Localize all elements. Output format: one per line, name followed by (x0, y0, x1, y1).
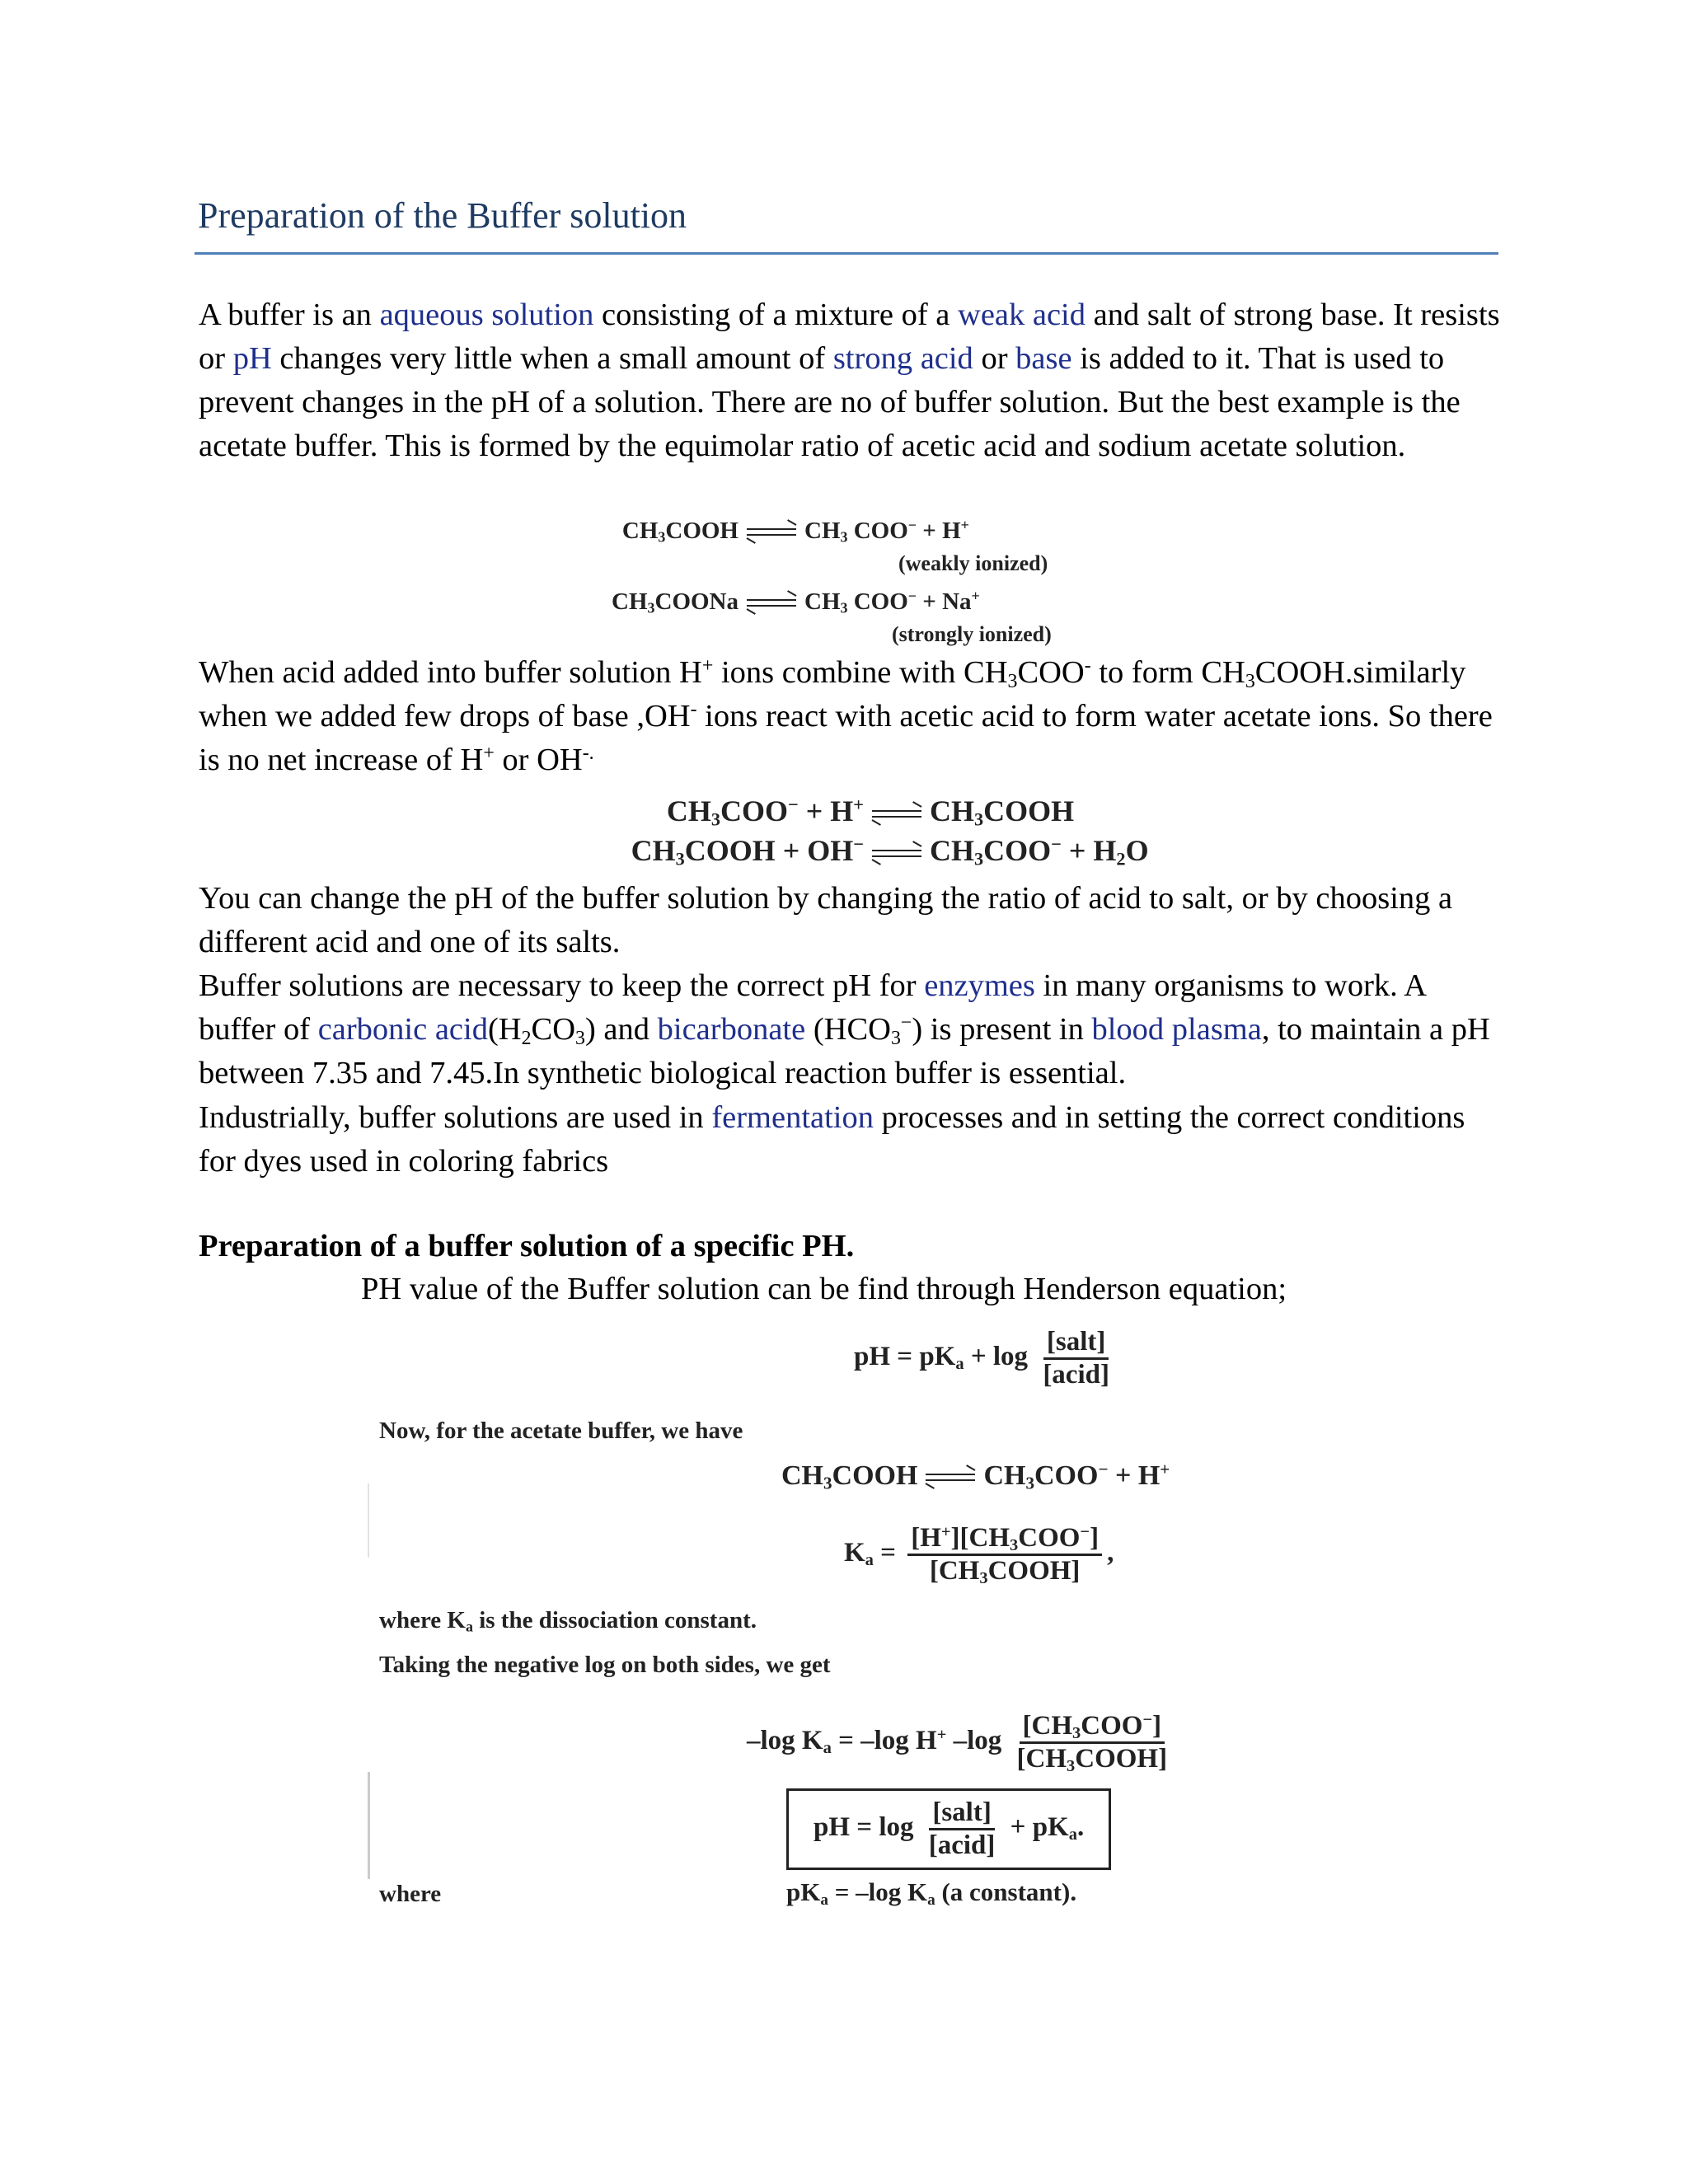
page-title: Preparation of the Buffer solution (198, 195, 687, 236)
title-underline (195, 252, 1498, 255)
text: is added to it. That is used to prevent changes in the pH of a solution. There are no of buffer solution. But the best example is the acetate buffer. This is formed by the equimolar ratio of acetic acid and sodium acetate solution. (199, 341, 1461, 463)
link-strong-acid[interactable]: strong acid (832, 341, 973, 376)
equation-acetic-acid-ionization: $CH_3COOH$ $CH_3$ COO− + H+ (weakly ionized) (608, 514, 1048, 580)
equilibrium-arrow-icon (747, 527, 796, 538)
link-ph[interactable]: pH (232, 341, 272, 376)
text: or (973, 341, 1016, 376)
equation-sodium-acetate-ionization: $CH_3COONa$ $CH_3$ COO− + Na+ (strongly ionized) (608, 585, 1052, 651)
text: changes very little when a small amount of (271, 341, 833, 376)
equation-negative-log: –log $K_a = -\log$ H+ –log $\frac{[CH_3COO^-]}{[CH_3COOH]}$ (747, 1710, 1168, 1776)
paragraph-buffer-definition (199, 293, 1509, 468)
taking-log-text: Taking the negative log on both sides, we get (379, 1652, 831, 1678)
paragraph-acid-base-addition: When acid added into buffer solution H+ ions combine with $CH_3COO^-$ to form $CH_3COOH.similarly$ when we added few drops of base ,OH- ions react with acetic acid to form water acetate ions. So there is no net increase of H+ or OH-. (199, 654, 1493, 777)
link-aqueous-solution[interactable]: aqueous solution (379, 298, 594, 332)
note-weakly-ionized: (weakly ionized) (898, 551, 1048, 575)
link-weak-acid[interactable]: weak acid (958, 298, 1085, 332)
paragraph-biological-buffers: Buffer solutions are necessary to keep the correct pH for enzymes in many organisms to work. A buffer of carbonic $acid(H_2CO_3)$ and bicarbonate $(HCO_3^-)$ is present in blood plasma, to maintain a pH between 7.35 and 7.45.In synthetic biological reaction buffer is essential. (199, 968, 1490, 1090)
henderson-intro: PH value of the Buffer solution can be find through Henderson equation; (361, 1272, 1287, 1306)
link-base[interactable]: base (1015, 341, 1072, 376)
link-carbonic-acid[interactable]: carbonic acid (317, 1012, 488, 1047)
text: A buffer is an (199, 298, 380, 332)
equation-buffer-neutralization: $CH_3COO^- + H^+$ $CH_3COOH$ $CH_3COOH + OH^-$ $CH_3COO^- + H_2O$ (631, 794, 1149, 869)
where-ka-text: where $K_a$ is the dissociation constant. (379, 1607, 757, 1635)
equilibrium-arrow-icon (872, 848, 921, 860)
equation-pka: $pK_a = -\log$ $K_a$ (a constant). (786, 1877, 1077, 1909)
equation-boxed-henderson: pH = log $\frac{\text{[salt]}}{\text{[acid]}}$ + $pK_a$. (786, 1788, 1111, 1870)
paragraph-change-ph: You can change the pH of the buffer solution by changing the ratio of acid to salt, or by choosing a different acid and one of its salts. (199, 881, 1453, 959)
link-blood-plasma[interactable]: blood plasma (1091, 1012, 1262, 1047)
scan-edge-line (368, 1483, 369, 1558)
equation-acetate: $CH_3COOH$ $CH_3COO^- + H^+$ (781, 1459, 1170, 1493)
where-label: where (379, 1881, 442, 1907)
scan-edge-line (368, 1772, 370, 1879)
equilibrium-arrow-icon (747, 598, 796, 609)
section-heading: Preparation of a buffer solution of a specific PH. (199, 1229, 855, 1263)
now-text: Now, for the acetate buffer, we have (379, 1418, 743, 1444)
equation-henderson: pH = $pK_a + \log$ $\frac{\text{[salt]}}{\text{[acid]}}$ (854, 1327, 1109, 1390)
equation-ka: $K_a$ = $\frac{[H^+][CH_3COO^-]}{[CH_3COOH]}$ , (844, 1522, 1114, 1588)
text: consisting of a mixture of a (593, 298, 959, 332)
equilibrium-arrow-icon (926, 1472, 975, 1483)
note-strongly-ionized: (strongly ionized) (892, 622, 1052, 646)
link-bicarbonate[interactable]: bicarbonate (657, 1012, 806, 1047)
link-fermentation[interactable]: fermentation (711, 1100, 874, 1135)
paragraph-industrial-use: Industrially, buffer solutions are used in fermentation processes and in setting the correct conditions for dyes used in coloring fabrics (199, 1100, 1465, 1179)
equilibrium-arrow-icon (872, 808, 921, 820)
text: and salt of strong base. It resists or (199, 298, 1500, 376)
link-enzymes[interactable]: enzymes (924, 968, 1035, 1003)
